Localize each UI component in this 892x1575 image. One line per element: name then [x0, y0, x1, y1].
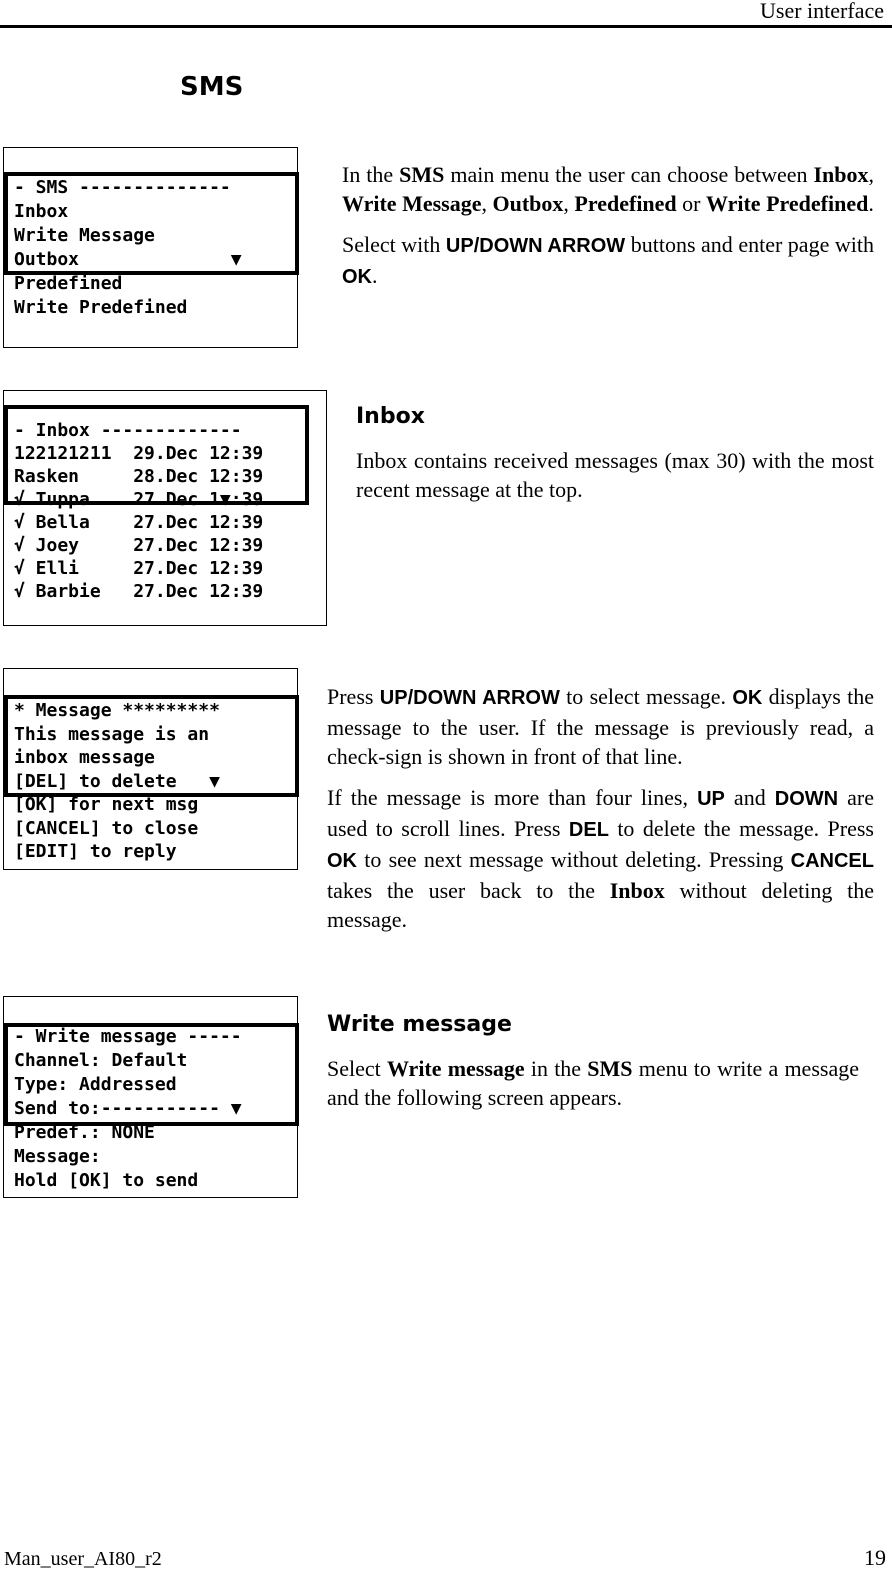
sms-menu-description [342, 160, 874, 304]
write-message-line: Hold [OK] to send [14, 1170, 199, 1191]
write-message-line: Message: [14, 1146, 101, 1167]
sms-menu-line: Write Message [14, 225, 155, 246]
inbox-line: Rasken 28.Dec 12:39 [14, 466, 264, 487]
message-description [327, 682, 874, 946]
display-highlight-frame [4, 405, 309, 505]
message-line: This message is an [14, 723, 210, 745]
message-line: inbox message [14, 747, 155, 768]
footer-document-id: Man_user_AI80_r2 [4, 1548, 162, 1570]
inbox-line: √ Barbie 27.Dec 12:39 [14, 581, 264, 602]
inbox-line: - Inbox ------------- [14, 420, 242, 441]
write-message-line: Send to:----------- ▼ [14, 1098, 242, 1119]
sms-menu-line: - SMS -------------- [14, 177, 231, 198]
inbox-line: √ Bella 27.Dec 12:39 [14, 512, 264, 533]
page-number: 19 [864, 1545, 886, 1570]
paragraph: If the message is more than four lines, UP and DOWN are used to scroll lines. Press DEL to delete the message. Press OK to see next message without deleting. Pressing CANCEL takes the user back to the Inbox without deleting the message. [327, 785, 875, 932]
message-line: [DEL] to delete ▼ [14, 770, 220, 792]
write-message-line: Type: Addressed [14, 1074, 177, 1095]
header-divider [0, 25, 892, 28]
display-highlight-frame [4, 695, 299, 797]
inbox-line: √ Elli 27.Dec 12:39 [14, 558, 264, 579]
sms-menu-line: Write Predefined [14, 297, 188, 318]
inbox-heading: Inbox [356, 404, 425, 429]
paragraph: Inbox contains received messages (max 30) with the most recent message at the top. [356, 448, 874, 502]
inbox-line: √ Tuppa 27.Dec 1▼:39 [14, 489, 264, 510]
sms-menu-screen [3, 147, 298, 348]
write-message-line: Channel: Default [14, 1050, 188, 1071]
page-header: User interface [760, 0, 884, 23]
write-message-heading: Write message [327, 1012, 512, 1037]
sms-menu-line: Outbox ▼ [14, 249, 242, 270]
message-line: [EDIT] to reply [14, 841, 177, 862]
display-highlight-frame [4, 172, 299, 275]
message-screen [3, 668, 298, 870]
inbox-line: √ Joey 27.Dec 12:39 [14, 535, 264, 556]
sms-menu-line: Predefined [14, 273, 123, 294]
display-highlight-frame [4, 1023, 299, 1126]
inbox-description [356, 446, 874, 516]
write-message-line: Predef.: NONE [14, 1122, 155, 1143]
write-message-line: - Write message ----- [14, 1026, 242, 1047]
paragraph: Select Write message in the SMS menu to write a message and the following screen appears. [327, 1056, 859, 1110]
inbox-screen [3, 390, 327, 626]
message-line: * Message ********* [14, 700, 220, 721]
write-message-description [327, 1054, 859, 1124]
inbox-line: 122121211 29.Dec 12:39 [14, 443, 264, 464]
message-line: [OK] for next msg [14, 794, 199, 815]
paragraph: Select with UP/DOWN ARROW buttons and enter page with OK. [342, 232, 874, 288]
message-line: [CANCEL] to close [14, 817, 199, 839]
write-message-screen [3, 996, 298, 1198]
sms-menu-line: Inbox [14, 201, 69, 222]
paragraph: Press UP/DOWN ARROW to select message. OK displays the message to the user. If the message is previously read, a check-sign is shown in front of that line. [327, 684, 874, 769]
paragraph: In the SMS main menu the user can choose between Inbox, Write Message, Outbox, Predefined or Write Predefined. [342, 162, 874, 216]
section-title: SMS [180, 72, 244, 102]
